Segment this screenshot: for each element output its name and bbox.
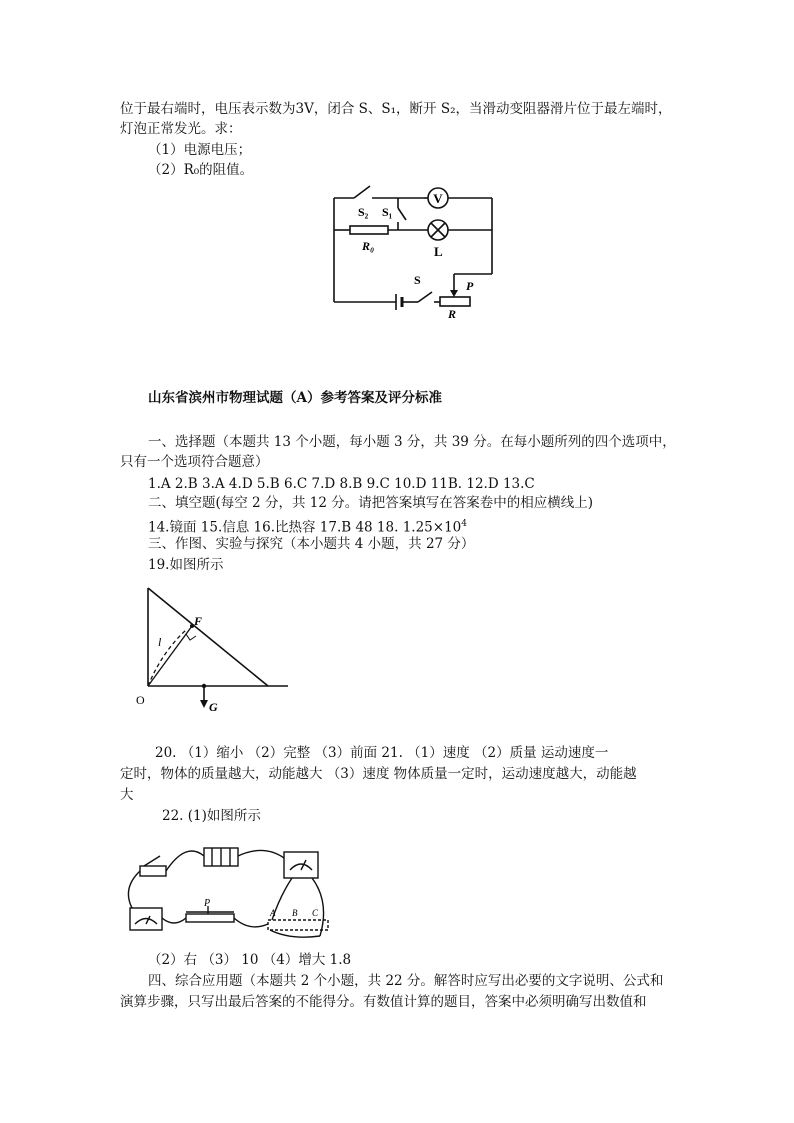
terminal-a-label: A (270, 908, 276, 918)
gravity-g-label: G (209, 700, 218, 714)
terminal-b-label: B (292, 908, 298, 918)
arm-l-label: l (158, 635, 162, 649)
q20-line-1: 20. （1）缩小 （2）完整 （3）前面 21. （1）速度 （2）质量 运动速度一 (155, 745, 609, 761)
section2-exponent: 4 (461, 519, 467, 529)
q22-label: 22. (1)如图所示 (162, 808, 261, 824)
answer-title: 山东省滨州市物理试题（A）参考答案及评分标准 (148, 390, 442, 406)
lever-diagram (128, 580, 292, 720)
section2-answers: 14.镜面 15.信息 16.比热容 17.B 48 18. 1.25×10 (148, 519, 462, 536)
question-item-2: （2）R₀的阻值。 (148, 162, 254, 178)
question-line-2: 灯泡正常发光。求： (120, 121, 242, 137)
q20-line-3: 大 (120, 787, 134, 803)
section2-answers-row (148, 515, 467, 537)
section4-heading: 四、综合应用题（本题共 2 个小题，共 22 分。解答时应写出必要的文字说明、公式和 (148, 973, 664, 989)
section1-answers: 1.A 2.B 3.A 4.D 5.B 6.C 7.D 8.B 9.C 10.D 11B. 12.D 13.C (148, 476, 535, 492)
switch-s2-label: S₂ (358, 205, 369, 219)
terminal-c-label: C (312, 908, 319, 918)
section4-heading-cont: 演算步骤，只写出最后答案的不能得分。有数值计算的题目，答案中必须明确写出数值和 (120, 994, 647, 1010)
section2-heading: 二、填空题(每空 2 分，共 12 分。请把答案填写在答案卷中的相应横线上) (148, 495, 593, 511)
q22-answers: （2）右 （3） 10 （4）增大 1.8 (148, 952, 352, 968)
pivot-o-label: O (136, 693, 145, 707)
question-item-1: （1）电源电压； (148, 142, 252, 158)
section1-heading: 一、选择题（本题共 13 个小题，每小题 3 分，共 39 分。在每小题所列的四个选项中， (148, 434, 676, 450)
resistor-r0-label: R₀ (362, 239, 375, 253)
switch-s1-label: S₁ (382, 205, 393, 219)
voltmeter-label: V (433, 191, 443, 206)
q19-label: 19.如图所示 (148, 557, 224, 573)
slider-p-label-2: P (204, 898, 211, 909)
slider-p-label: P (466, 279, 474, 293)
question-line-1: 位于最右端时，电压表示数为3V，闭合 S、S₁，断开 S₂，当滑动变阻器滑片位于最左端时， (120, 101, 672, 117)
apparatus-diagram (120, 836, 340, 944)
section1-heading-cont: 只有一个选项符合题意） (120, 454, 269, 470)
q20-line-2: 定时，物体的质量越大，动能越大 （3）速度 物体质量一定时，运动速度越大，动能越 (120, 766, 637, 782)
switch-s-label: S (414, 273, 421, 287)
force-f-label: F (194, 614, 203, 628)
circuit-diagram (326, 180, 502, 320)
lamp-l-label: L (434, 244, 443, 259)
rheostat-r-label: R (448, 307, 457, 320)
section3-heading: 三、作图、实验与探究（本小题共 4 小题，共 27 分） (148, 536, 475, 552)
